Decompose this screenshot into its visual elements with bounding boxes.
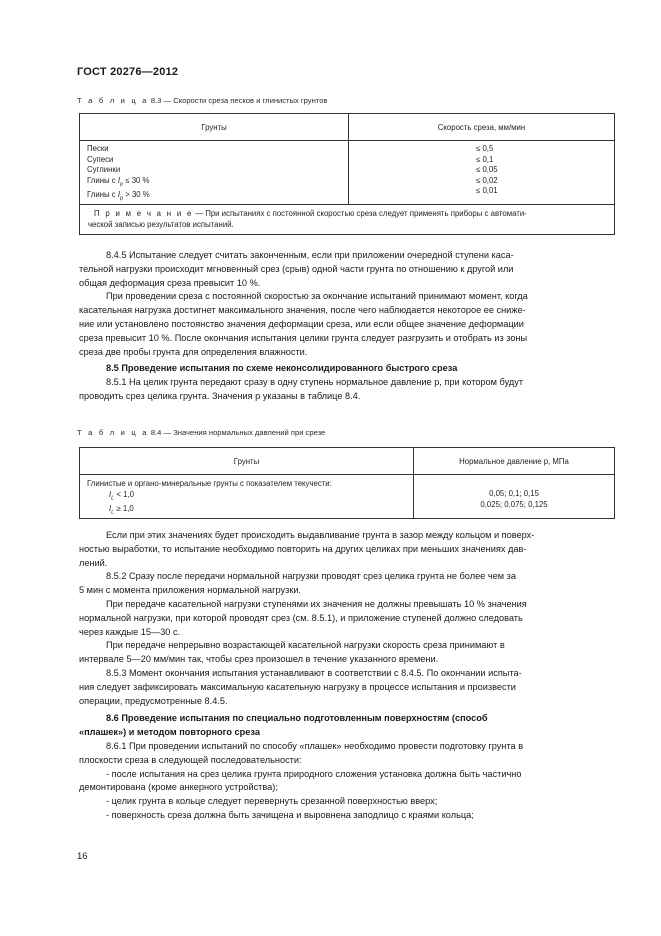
paragraph-line: При передаче непрерывно возрастающей касательной нагрузки скорость среза принимают в (106, 640, 505, 651)
paragraph-line: 8.5.1 На целик грунта передают сразу в одну ступень нормальное давление р, при котором будут (106, 377, 524, 388)
table-8-4-condition: $I_L \ge 1,0$ (109, 503, 134, 516)
table-8-4-header-pressure: Нормальное давление р, МПа (414, 448, 615, 475)
paragraph-line: 8.4.5 Испытание следует считать законченным, если при приложении очередной ступени каса- (106, 250, 514, 260)
list-item: - после испытания на срез целика грунта природного сложения установка должна быть частично (106, 768, 522, 779)
table-8-4-caption-prefix: Т а б л и ц а (77, 428, 149, 437)
paragraph-line: интервале 5—20 мм/мин так, чтобы срез произошел в течение указанного времени. (79, 654, 439, 665)
heading-8-5: 8.5 Проведение испытания по схеме неконсолидированного быстрого среза (106, 363, 458, 374)
paragraph-line: через каждые 15—30 с. (79, 626, 181, 637)
table-8-3-note (80, 205, 615, 235)
table-8-3-soil-row: Глины с $I_p \le 30$ % (87, 175, 150, 188)
paragraph-line: ностью выработки, то испытание необходимо повторить на других целиках при меньших значениях дав- (79, 543, 527, 554)
paragraph-line: 8.5.2 Сразу после передачи нормальной нагрузки проводят срез целика грунта не более чем за (106, 571, 516, 582)
heading-8-6: 8.6 Проведение испытания по специально подготовленным поверхностям (способ (106, 713, 488, 724)
table-8-4-row-title: Глинистые и органо-минеральные грунты с показателем текучести: (87, 479, 332, 488)
table-8-3-note-label: П р и м е ч а н и е (94, 209, 194, 219)
paragraph-line: среза превысит 10 %. После окончания испытания целики грунта следует разгрузить и отобрать из зоны (79, 332, 528, 343)
paragraph-line: проводить срез целика грунта. Значения р указаны в таблице 8.4. (79, 390, 361, 401)
section-8-4-5 (79, 249, 614, 404)
paragraph-line: среза две пробы грунта для определения влажности. (79, 346, 308, 357)
paragraph-line: При проведении среза с постоянной скоростью за окончание испытаний принимают момент, когда (106, 291, 528, 302)
table-8-3 (79, 113, 615, 235)
table-8-3-note-text: — При испытаниях с постоянной скоростью среза следует применять приборы с автомати- (193, 209, 527, 219)
paragraph-line: лений. (79, 557, 108, 568)
table-8-4-caption (77, 428, 325, 437)
heading-8-6-continued: «плашек») и методом повторного среза (79, 727, 260, 738)
table-8-3-caption (77, 96, 327, 105)
table-8-4-condition: $I_L < 1,0$ (109, 489, 134, 502)
paragraph-line: При передаче касательной нагрузки ступенями их значения не должны превышать 10 % значения (106, 598, 527, 609)
table-8-3-soil-row: Суглинки (87, 165, 121, 175)
table-8-3-speed-value: ≤ 0,02 (476, 175, 498, 185)
paragraph-line: 8.6.1 При проведении испытаний по способу «плашек» необходимо провести подготовку грунта в (106, 740, 524, 751)
table-8-4-pressure-cell (414, 475, 615, 519)
section-8-5-continued (79, 529, 614, 823)
table-8-4-pressure-values: 0,05; 0,1; 0,15 (489, 489, 539, 498)
paragraph-line: операции, предусмотренные 8.4.5. (79, 695, 228, 706)
table-8-4-caption-text: 8.4 — Значения нормальных давлений при срезе (150, 428, 326, 437)
list-item: - целик грунта в кольце следует перевернуть срезанной поверхностью вверх; (106, 796, 438, 807)
table-8-3-soil-row: Пески (87, 144, 109, 153)
table-8-3-speed-value: ≤ 0,5 (476, 144, 494, 153)
list-item: - поверхность среза должна быть зачищена и выровнена заподлицо с краями кольца; (106, 809, 474, 820)
paragraph-line: общая деформация среза превысит 10 %. (79, 277, 261, 288)
table-8-4 (79, 447, 615, 519)
paragraph-line: 5 мин с момента приложения нормальной нагрузки. (79, 585, 302, 596)
table-8-4-pressure-values: 0,025; 0,075; 0,125 (480, 499, 548, 509)
table-8-3-speed-value: ≤ 0,01 (476, 186, 498, 196)
table-8-3-soil-cell (80, 141, 349, 205)
page-header-doc-title: ГОСТ 20276—2012 (77, 66, 179, 78)
table-8-3-speed-cell (349, 141, 615, 205)
table-8-3-speed-value: ≤ 0,05 (476, 165, 498, 175)
table-8-3-note-text-continued: ческой записью результатов испытаний. (88, 220, 234, 230)
paragraph-line: 8.5.3 Момент окончания испытания устанавливают в соответствии с 8.4.5. По окончании испыта- (106, 667, 522, 678)
table-8-3-soil-row: Супеси (87, 154, 114, 164)
table-8-3-soil-row: Глины с $I_p > 30$ % (87, 189, 150, 202)
paragraph-line: Если при этих значениях будет происходить выдавливание грунта в зазор между кольцом и поверх- (106, 530, 535, 540)
table-8-3-caption-prefix: Т а б л и ц а (77, 96, 149, 105)
paragraph-line: касательная нагрузка достигнет максимального значения, после чего наблюдается некоторое ее сниже- (79, 305, 526, 316)
paragraph-line: ния следует зафиксировать максимальную касательную нагрузку в процессе испытания и произвести (79, 681, 516, 692)
paragraph-line: ние или установлено постоянство значения деформации среза, или если общее значение деформации (79, 318, 524, 329)
paragraph-line: плоскости среза в следующей последовательности: (79, 754, 302, 765)
paragraph-line: тельной нагрузки происходит мгновенный срез (срыв) одной части грунта по отношению к другой или (79, 263, 514, 274)
paragraph-line: нормальной нагрузки, при которой проводят срез (см. 8.5.1), и приложение ступеней должно следовать (79, 612, 523, 623)
table-8-4-soil-cell (80, 475, 414, 519)
table-8-3-caption-text: 8.3 — Скорости среза песков и глинистых грунтов (150, 96, 328, 105)
table-8-3-header-soil: Грунты (80, 114, 349, 141)
table-8-3-speed-value: ≤ 0,1 (476, 154, 494, 164)
table-8-4-header-soil: Грунты (80, 448, 414, 475)
list-item: демонтирована (кроме анкерного устройства); (79, 782, 278, 793)
page-number: 16 (77, 851, 88, 862)
table-8-3-header-speed: Скорость среза, мм/мин (349, 114, 615, 141)
